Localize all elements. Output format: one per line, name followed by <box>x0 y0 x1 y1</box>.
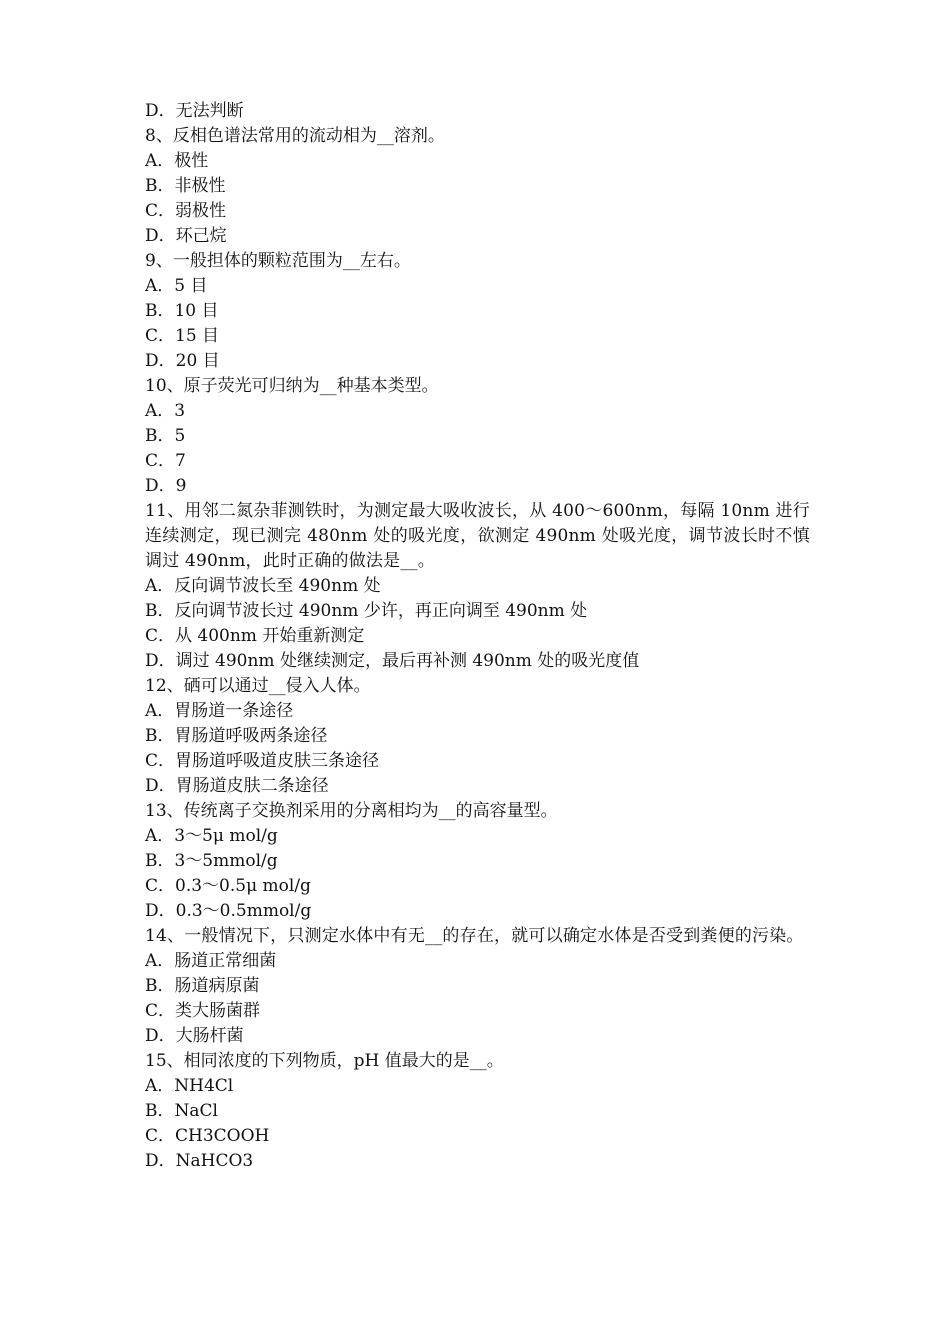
option-line: B．反向调节波长过 490nm 少许，再正向调至 490nm 处 <box>145 601 588 621</box>
option-line: B．胃肠道呼吸两条途径 <box>145 726 328 746</box>
option-line: A．3～5μ mol/g <box>145 826 278 846</box>
question-15-stem: 15、相同浓度的下列物质，pH 值最大的是__。 <box>145 1051 504 1071</box>
question-list <box>145 99 810 1174</box>
option-line: C．胃肠道呼吸道皮肤三条途径 <box>145 751 380 771</box>
option-line: C．弱极性 <box>145 201 227 221</box>
question-14-stem: 14、一般情况下，只测定水体中有无__的存在，就可以确定水体是否受到粪便的污染。 <box>145 926 804 946</box>
option-line: C．7 <box>145 451 186 471</box>
option-line: D．环己烷 <box>145 226 227 246</box>
option-line: A．反向调节波长至 490nm 处 <box>145 576 381 596</box>
option-line: A．5 目 <box>145 276 208 296</box>
option-line: B．3～5mmol/g <box>145 851 278 871</box>
question-10-stem: 10、原子荧光可归纳为__种基本类型。 <box>145 376 439 396</box>
option-line: C．从 400nm 开始重新测定 <box>145 626 365 646</box>
question-8-stem: 8、反相色谱法常用的流动相为__溶剂。 <box>145 126 445 146</box>
option-line: B．5 <box>145 426 186 446</box>
option-line: D．调过 490nm 处继续测定，最后再补测 490nm 处的吸光度值 <box>145 651 640 671</box>
option-line: C．类大肠菌群 <box>145 1001 261 1021</box>
option-line: A．3 <box>145 401 186 421</box>
option-line: B．非极性 <box>145 176 226 196</box>
option-line: C．0.3～0.5μ mol/g <box>145 876 311 896</box>
option-line: B．NaCl <box>145 1101 218 1121</box>
option-line: D．大肠杆菌 <box>145 1026 244 1046</box>
option-line: C．CH3COOH <box>145 1126 270 1146</box>
option-line: A．极性 <box>145 151 209 171</box>
question-11-stem: 11、用邻二氮杂菲测铁时，为测定最大吸收波长，从 400～600nm，每隔 10nm 进行连续测定，现已测完 480nm 处的吸光度，欲测定 490nm 处吸光度，调节波长时不慎调过 490nm，此时正确的做法是__。 <box>145 501 810 571</box>
option-line: D．胃肠道皮肤二条途径 <box>145 776 329 796</box>
option-line: A．NH4Cl <box>145 1076 234 1096</box>
option-line: D．NaHCO3 <box>145 1151 254 1171</box>
option-line: B．10 目 <box>145 301 219 321</box>
question-9-stem: 9、一般担体的颗粒范围为__左右。 <box>145 251 411 271</box>
option-line: A．胃肠道一条途径 <box>145 701 294 721</box>
option-line: D．0.3～0.5mmol/g <box>145 901 312 921</box>
option-line: C．15 目 <box>145 326 220 346</box>
option-line: D．无法判断 <box>145 101 244 121</box>
option-line: B．肠道病原菌 <box>145 976 260 996</box>
option-line: A．肠道正常细菌 <box>145 951 277 971</box>
option-line: D．9 <box>145 476 187 496</box>
option-line: D．20 目 <box>145 351 220 371</box>
question-13-stem: 13、传统离子交换剂采用的分离相均为__的高容量型。 <box>145 801 558 821</box>
question-12-stem: 12、硒可以通过__侵入人体。 <box>145 676 371 696</box>
